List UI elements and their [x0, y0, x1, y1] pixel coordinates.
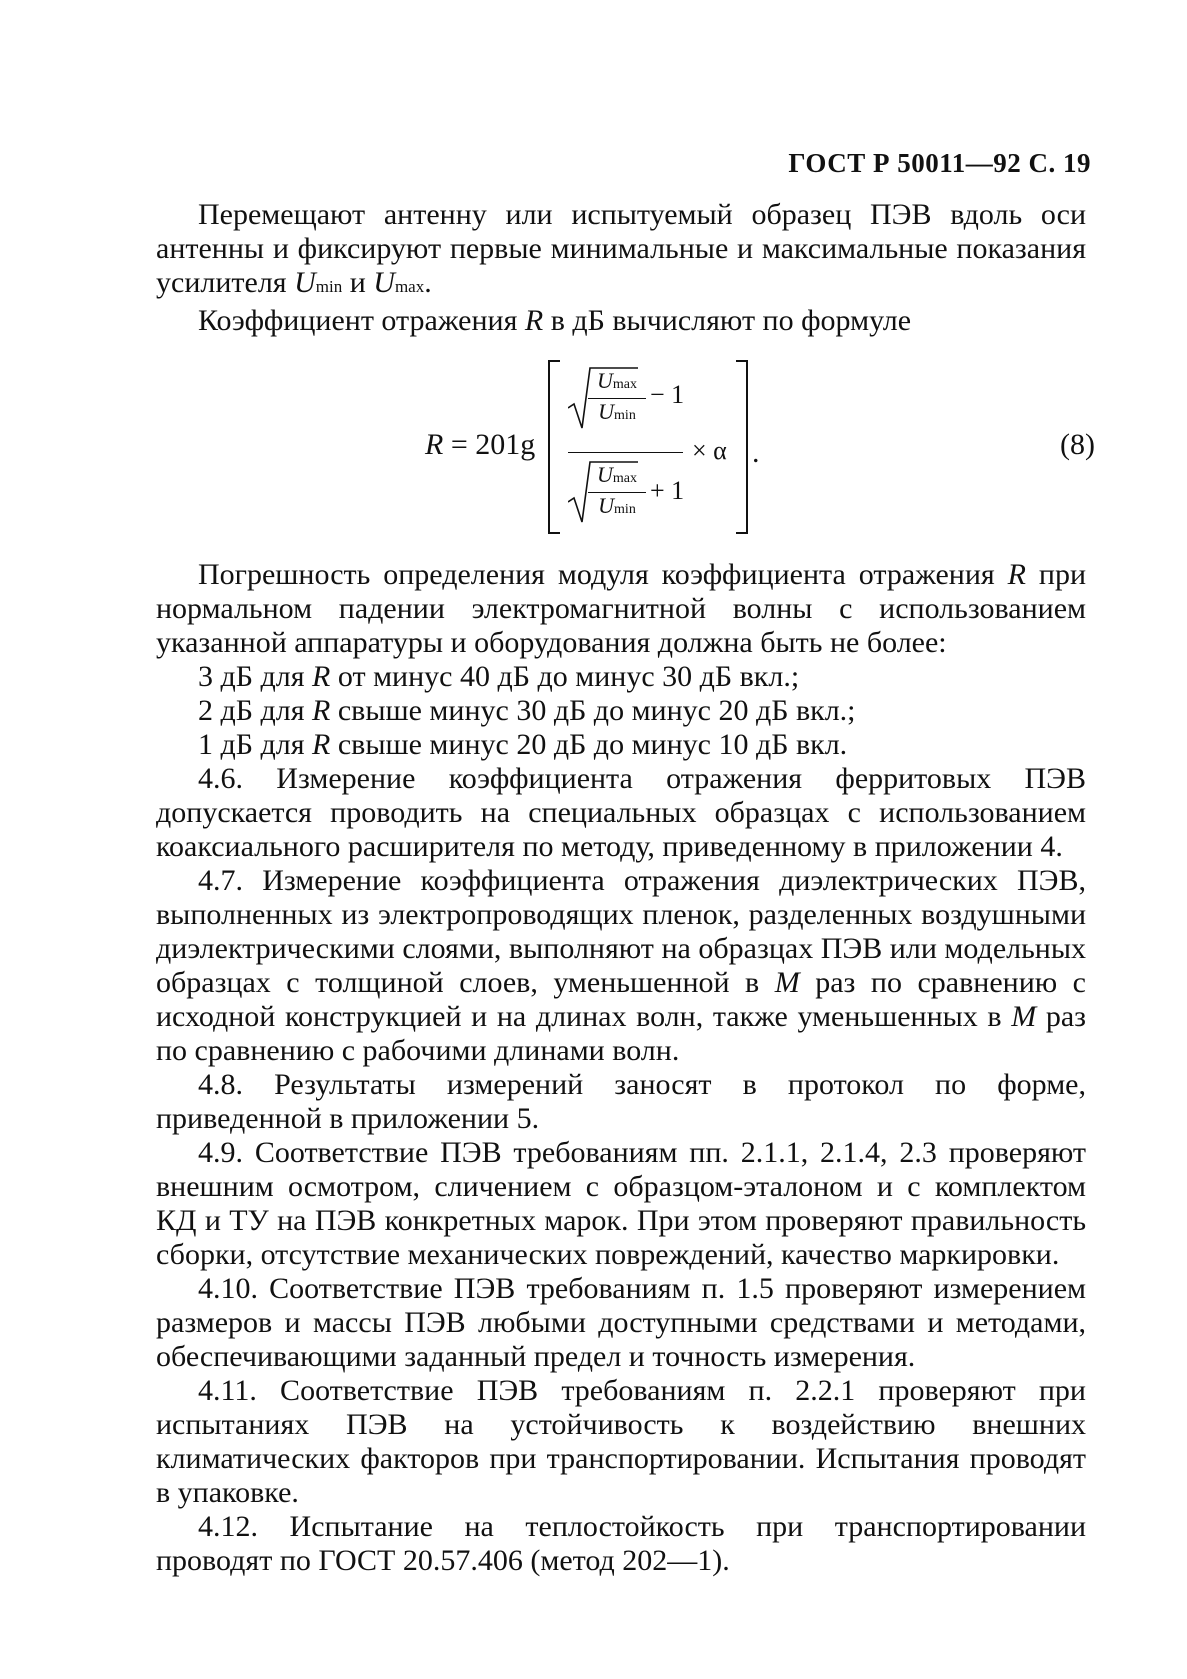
intro-paragraph-1: Перемещают антенну или испытуемый образец ПЭВ вдоль оси антенны и фиксируют первые минимальные и максимальные показания усилителя Umin и Umax.	[156, 198, 1086, 299]
page-header: ГОСТ Р 50011—92 С. 19	[788, 148, 1091, 178]
paragraph-s412: 4.12. Испытание на теплостойкость при транспортировании проводят по ГОСТ 20.57.406 (метод 202—1).	[156, 1510, 1086, 1577]
paragraph-error: Погрешность определения модуля коэффициента отражения R при нормальном падении электромагнитной волны с использованием указанной аппаратуры и оборудования должна быть не более:	[156, 558, 1086, 659]
intro-block	[156, 198, 1086, 338]
paragraph-s411: 4.11. Соответствие ПЭВ требованиям п. 2.2.1 проверяют при испытаниях ПЭВ на устойчивость к воздействию внешних климатических факторов при транспортировании. Испытания проводят в упаковке.	[156, 1374, 1086, 1509]
intro-paragraph-2: Коэффициент отражения R в дБ вычисляют по формуле	[198, 304, 912, 337]
paragraph-s47: 4.7. Измерение коэффициента отражения диэлектрических ПЭВ, выполненных из электропроводящих пленок, разделенных воздушными диэлектрическими слоями, выполняют на образцах ПЭВ или модельных образцах с толщиной слоев, уменьшенной в M раз по сравнению с исходной конструкцией и на длинах волн, также уменьшенных в M раз по сравнению с рабочими длинами волн.	[156, 864, 1086, 1067]
formula-right-bracket	[736, 360, 748, 534]
main-text-block	[156, 558, 1086, 1578]
formula-left-bracket	[548, 360, 560, 534]
paragraph-e2: 2 дБ для R свыше минус 30 дБ до минус 20 дБ вкл.;	[198, 694, 856, 727]
formula-period: .	[752, 436, 760, 469]
formula-main-fraction-bar	[568, 452, 683, 453]
formula-minus-one: − 1	[650, 380, 685, 409]
formula-number: (8)	[1060, 428, 1095, 461]
formula-num-ratio: Umax Umin	[588, 370, 646, 427]
formula-den-ratio: Umax Umin	[588, 464, 646, 521]
paragraph-e1: 3 дБ для R от минус 40 дБ до минус 30 дБ вкл.;	[198, 660, 800, 693]
paragraph-s46: 4.6. Измерение коэффициента отражения ферритовых ПЭВ допускается проводить на специальных образцах с использованием коаксиального расширителя по методу, приведенному в приложении 4.	[156, 762, 1086, 863]
formula-plus-one: + 1	[650, 476, 685, 505]
paragraph-s49: 4.9. Соответствие ПЭВ требованиям пп. 2.1.1, 2.1.4, 2.3 проверяют внешним осмотром, сличением с образцом-эталоном и с комплектом КД и ТУ на ПЭВ конкретных марок. При этом проверяют правильность сборки, отсутствие механических повреждений, качество маркировки.	[156, 1136, 1086, 1271]
paragraph-s410: 4.10. Соответствие ПЭВ требованиям п. 1.5 проверяют измерением размеров и массы ПЭВ любыми доступными средствами и методами, обеспечивающими заданный предел и точность измерения.	[156, 1272, 1086, 1373]
formula-lhs: R = 201g	[425, 428, 536, 461]
formula-8	[0, 352, 1187, 542]
paragraph-s48: 4.8. Результаты измерений заносят в протокол по форме, приведенной в приложении 5.	[156, 1068, 1086, 1135]
paragraph-e3: 1 дБ для R свыше минус 20 дБ до минус 10 дБ вкл.	[198, 728, 848, 761]
formula-times-alpha: × α	[692, 436, 727, 465]
